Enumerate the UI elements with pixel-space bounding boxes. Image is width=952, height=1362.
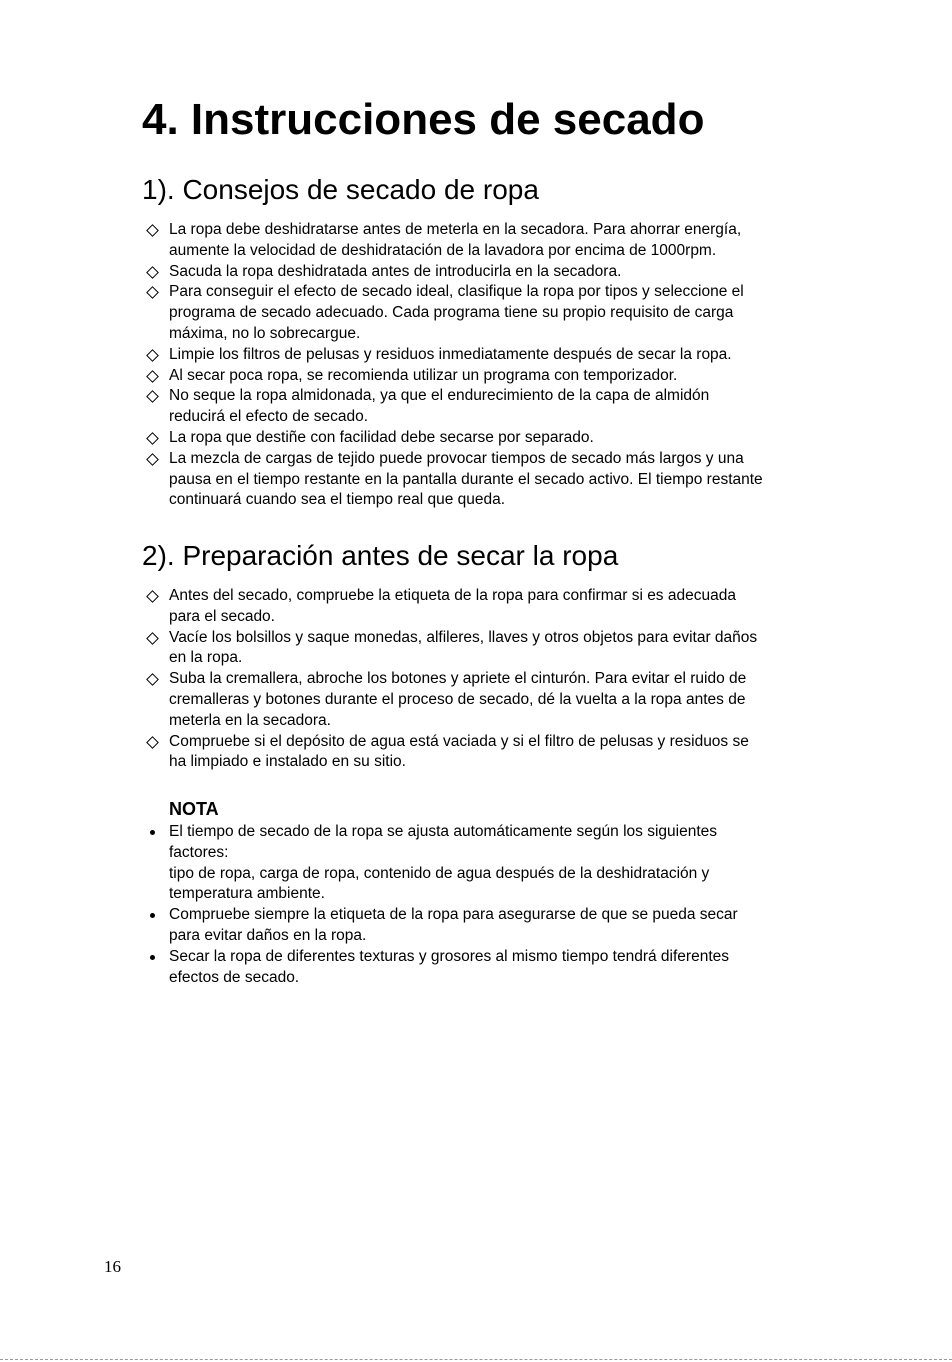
list-item xyxy=(142,282,852,344)
page-number: 16 xyxy=(104,1257,121,1276)
note-title: NOTA xyxy=(169,799,219,819)
diamond-bullet-icon xyxy=(146,432,159,445)
list-item-text: Antes del secado, compruebe la etiqueta de la ropa para confirmar si es adecuada para el secado. xyxy=(169,587,736,625)
list-item-text: Limpie los filtros de pelusas y residuos inmediatamente después de secar la ropa. xyxy=(169,345,732,363)
list-item xyxy=(142,262,852,283)
page-title: 4. Instrucciones de secado xyxy=(142,95,705,144)
list-item-text: Sacuda la ropa deshidratada antes de introducirla en la secadora. xyxy=(169,262,622,280)
note-list xyxy=(142,822,852,988)
list-item xyxy=(142,449,852,511)
diamond-bullet-icon xyxy=(146,736,159,749)
diamond-bullet-icon xyxy=(146,370,159,383)
list-item-text: Secar la ropa de diferentes texturas y grosores al mismo tiempo tendrá diferentes efectos de secado. xyxy=(169,947,729,986)
dot-bullet-icon xyxy=(150,913,155,918)
list-item-text: Compruebe si el depósito de agua está vaciada y si el filtro de pelusas y residuos se ha limpiado e instalado en su sitio. xyxy=(169,732,749,771)
list-item xyxy=(142,386,852,428)
list-item xyxy=(142,822,852,905)
section-heading-preparation: 2). Preparación antes de secar la ropa xyxy=(142,540,619,571)
list-item-text: Compruebe siempre la etiqueta de la ropa para asegurarse de que se pueda secar para evitar daños en la ropa. xyxy=(169,906,738,944)
list-item xyxy=(142,669,852,731)
diamond-bullet-icon xyxy=(146,590,159,603)
list-item-text: La ropa debe deshidratarse antes de meterla en la secadora. Para ahorrar energía, aumente la velocidad de deshidratación de la lavadora por encima de 1000rpm. xyxy=(169,221,742,259)
diamond-bullet-icon xyxy=(146,266,159,279)
list-item-text: La ropa que destiñe con facilidad debe secarse por separado. xyxy=(169,428,594,446)
preparation-list xyxy=(142,586,852,773)
diamond-bullet-icon xyxy=(146,632,159,645)
list-item xyxy=(142,220,852,262)
list-item xyxy=(142,345,852,366)
dot-bullet-icon xyxy=(150,830,155,835)
list-item-text: Al secar poca ropa, se recomienda utilizar un programa con temporizador. xyxy=(169,366,678,384)
list-item xyxy=(142,947,852,989)
list-item xyxy=(142,586,852,628)
dot-bullet-icon xyxy=(150,955,155,960)
list-item xyxy=(142,428,852,449)
diamond-bullet-icon xyxy=(146,453,159,466)
bottom-divider xyxy=(0,1359,952,1360)
diamond-bullet-icon xyxy=(146,224,159,237)
section-heading-drying-tips: 1). Consejos de secado de ropa xyxy=(142,174,539,205)
list-item xyxy=(142,366,852,387)
list-item xyxy=(142,628,852,670)
list-item-text: Vacíe los bolsillos y saque monedas, alfileres, llaves y otros objetos para evitar daños en la ropa. xyxy=(169,628,758,667)
list-item xyxy=(142,732,852,774)
list-item-text: Para conseguir el efecto de secado ideal, clasifique la ropa por tipos y seleccione el programa de secado adecuado. Cada programa tiene su propio requisito de carga máxima, no lo sobrecargue. xyxy=(169,283,744,342)
diamond-bullet-icon xyxy=(146,287,159,300)
diamond-bullet-icon xyxy=(146,673,159,686)
diamond-bullet-icon xyxy=(146,349,159,362)
list-item-text: La mezcla de cargas de tejido puede provocar tiempos de secado más largos y una pausa en el tiempo restante en la pantalla durante el secado activo. El tiempo restante continuará cuando sea el tiempo real que queda. xyxy=(169,449,763,509)
list-item xyxy=(142,905,852,947)
diamond-bullet-icon xyxy=(146,391,159,404)
list-item-text: No seque la ropa almidonada, ya que el endurecimiento de la capa de almidón reducirá el efecto de secado. xyxy=(169,387,710,426)
drying-tips-list xyxy=(142,220,852,511)
list-item-text: Suba la cremallera, abroche los botones y apriete el cinturón. Para evitar el ruido de cremalleras y botones durante el proceso de secado, dé la vuelta a la ropa antes de meterla en la secadora. xyxy=(169,670,747,729)
list-item-text: El tiempo de secado de la ropa se ajusta automáticamente según los siguientes factores: tipo de ropa, carga de ropa, contenido de agua después de la deshidratación y temperatura ambiente. xyxy=(169,823,718,903)
